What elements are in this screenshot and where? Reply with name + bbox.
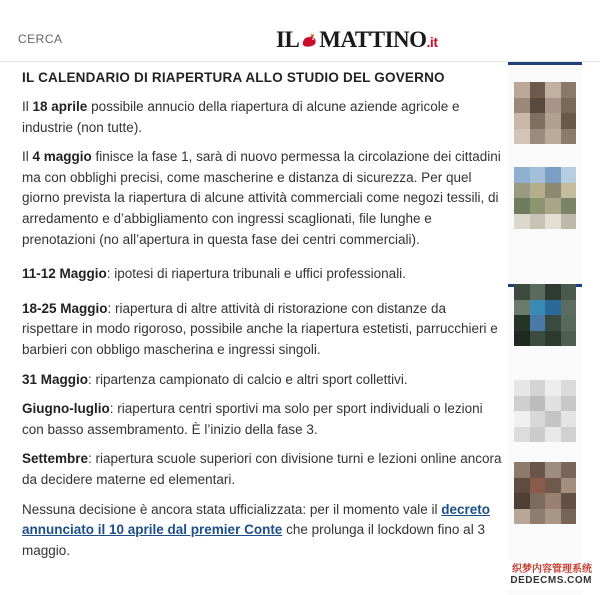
- search-link[interactable]: CERCA: [18, 32, 63, 46]
- entry-text: possibile annucio della riapertura di alcune aziende agricole e industrie (non tutte).: [22, 99, 460, 135]
- entry-date: Settembre: [22, 451, 89, 467]
- related-thumbnail[interactable]: [514, 380, 576, 442]
- closing-paragraph: [22, 500, 502, 562]
- entry-date: 31 Maggio: [22, 371, 89, 387]
- entry-date: 11-12 Maggio: [22, 266, 107, 282]
- related-thumbnail[interactable]: [514, 167, 576, 229]
- entry-text: : riapertura di altre attività di ristorazione con distanze da rispettare in modo rigoroso, possibile anche la riapertura estetisti, parrucchieri e barbieri con obbligo mascherina e ingressi singoli.: [22, 300, 498, 357]
- related-thumbnail[interactable]: [514, 284, 576, 356]
- calendar-entry-4-may: [22, 147, 502, 250]
- closing-text: Nessuna decisione è ancora stata ufficializzata: per il momento vale il: [22, 501, 442, 517]
- sidebar-divider: [508, 62, 582, 65]
- site-logo[interactable]: [276, 27, 438, 53]
- calendar-entry-11-12-may: [22, 264, 502, 285]
- related-thumbnail[interactable]: [514, 82, 576, 144]
- entry-date: Giugno-luglio: [22, 401, 110, 417]
- watermark-cn: 织梦内容管理系统: [512, 564, 592, 575]
- entry-text: : riapertura scuole superiori con divisione turni e lezioni online ancora da decidere materne ed elementari.: [22, 451, 502, 487]
- related-sidebar: [508, 62, 582, 595]
- entry-text: finisce la fase 1, sarà di nuovo permessa la circolazione dei cittadini ma con obblighi precisi, come mascherine e distanza di sicurezza. Per quel giorno prevista la riapertura di alcune attività commerciali come negozi tessili, di arredamento e d’abbigliamento con ingressi scaglionati, file lunghe e prenotazioni (no all’apertura in questa fase dei centri commerciali).: [22, 149, 501, 247]
- entry-text: : riapertura centri sportivi ma solo per sport individuali o lezioni con basso assembramento. È l’inizio della fase 3.: [22, 401, 483, 437]
- entry-date: 4 maggio: [32, 149, 92, 165]
- calendar-entry-18-25-may: [22, 299, 502, 361]
- calendar-entry-september: [22, 449, 502, 490]
- site-header: [0, 0, 600, 62]
- watermark-en: DEDECMS.COM: [510, 575, 592, 586]
- article-title: IL CALENDARIO DI RIAPERTURA ALLO STUDIO DEL GOVERNO: [22, 70, 445, 85]
- calendar-entry-18-april: [22, 97, 502, 138]
- rooster-icon: [300, 31, 318, 49]
- article-body: [22, 70, 502, 570]
- calendar-entry-31-may: [22, 370, 502, 391]
- related-thumbnail[interactable]: [514, 462, 576, 534]
- logo-text-left: IL: [276, 27, 300, 52]
- entry-text: : ripartenza campionato di calcio e altri sport collettivi.: [88, 371, 408, 387]
- entry-date: 18-25 Maggio: [22, 300, 108, 316]
- entry-prefix: Il: [22, 149, 33, 165]
- watermark: [490, 560, 592, 590]
- entry-prefix: Il: [22, 99, 33, 114]
- logo-text-right: MATTINO: [319, 27, 427, 52]
- entry-date: 18 aprile: [32, 99, 88, 114]
- logo-tld: .it: [426, 34, 438, 50]
- closing-text-end: che prolunga il lockdown fino al 3 maggio.: [22, 522, 485, 558]
- calendar-entry-june-july: [22, 399, 502, 440]
- decree-link[interactable]: decreto annunciato il 10 aprile dal premier Conte: [22, 501, 490, 538]
- entry-text: : ipotesi di riapertura tribunali e uffici professionali.: [106, 266, 406, 282]
